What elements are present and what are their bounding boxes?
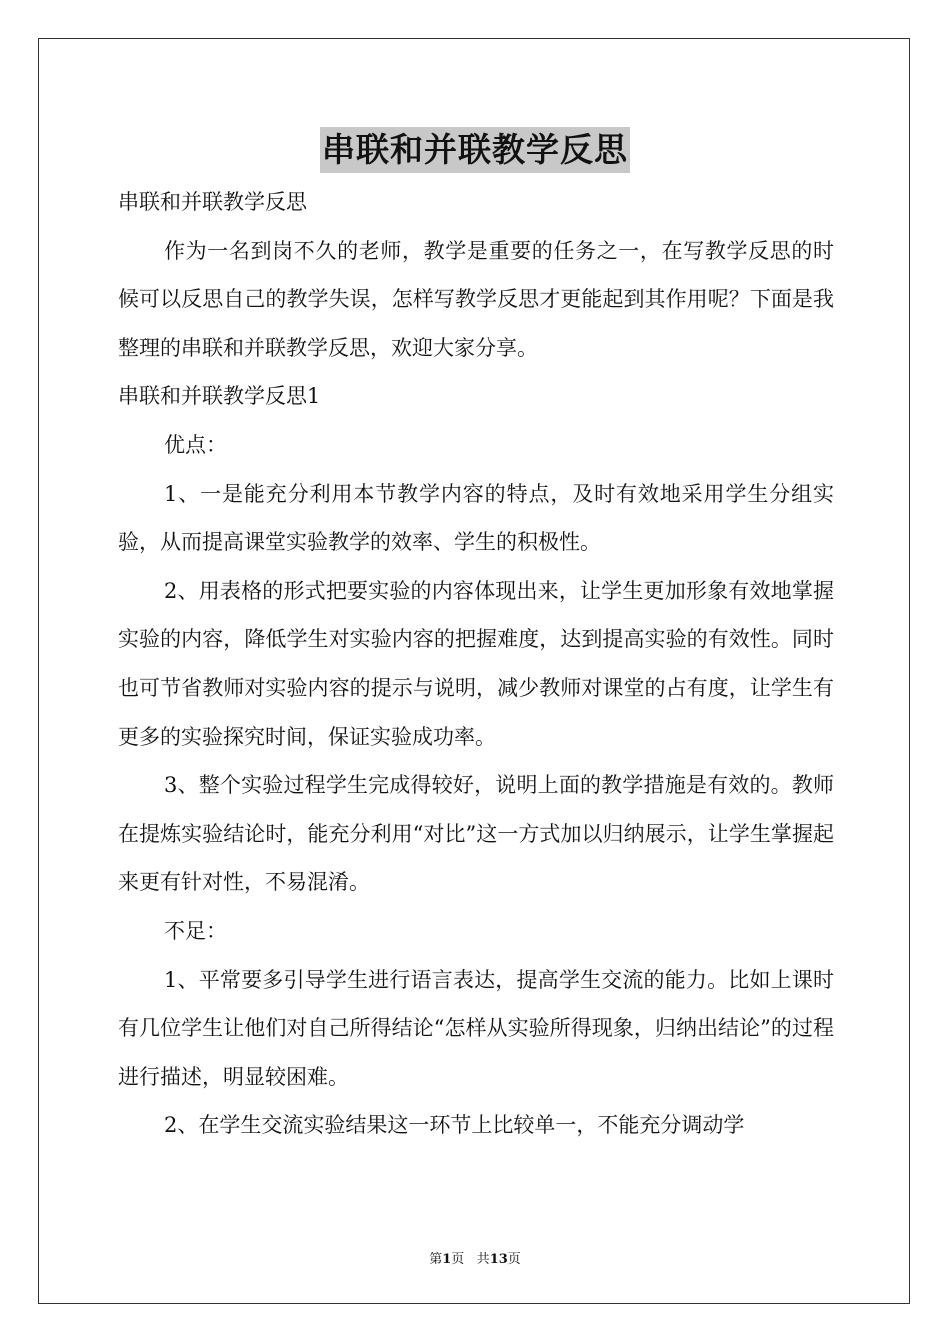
paragraph-7: 不足：: [164, 918, 227, 943]
total-prefix: 共: [476, 1252, 490, 1267]
paragraph-3: 优点：: [164, 432, 227, 457]
paragraph-5: 2、用表格的形式把要实验的内容体现出来，让学生更加形象有效地掌握实验的内容，降低学生对实验内容的把握难度，达到提高实验的有效性。同时也可节省教师对实验内容的提示与说明，减少教师对课堂的占有度，让学生有更多的实验探究时间，保证实验成功率。: [118, 578, 834, 749]
total-suffix: 页: [507, 1252, 521, 1267]
paragraph-1: 作为一名到岗不久的老师，教学是重要的任务之一，在写教学反思的时候可以反思自己的教学失误，怎样写教学反思才更能起到其作用呢？下面是我整理的串联和并联教学反思，欢迎大家分享。: [118, 238, 834, 360]
paragraph-0: 串联和并联教学反思: [118, 190, 307, 214]
paragraph-4: 1、一是能充分利用本节教学内容的特点，及时有效地采用学生分组实验，从而提高课堂实验教学的效率、学生的积极性。: [118, 481, 834, 555]
paragraph-8: 1、平常要多引导学生进行语言表达，提高学生交流的能力。比如上课时有几位学生让他们对自己所得结论“怎样从实验所得现象，归纳出结论”的过程进行描述，明显较困难。: [118, 967, 834, 1089]
section-heading-1: 串联和并联教学反思1: [118, 384, 321, 409]
page-suffix: 页: [451, 1252, 465, 1267]
paragraph-6: 3、整个实验过程学生完成得较好，说明上面的教学措施是有效的。教师在提炼实验结论时，能充分利用“对比”这一方式加以归纳展示，让学生掌握起来更有针对性，不易混淆。: [118, 773, 834, 895]
document-title: 串联和并联教学反思: [320, 127, 630, 173]
page-prefix: 第: [429, 1252, 443, 1267]
page-footer: [0, 1248, 950, 1267]
document-body: [118, 178, 834, 1150]
title-container: [0, 127, 950, 173]
page-current: 1: [442, 1252, 452, 1267]
page-total: 13: [489, 1252, 508, 1267]
paragraph-9: 2、在学生交流实验结果这一环节上比较单一，不能充分调动学: [164, 1113, 745, 1138]
